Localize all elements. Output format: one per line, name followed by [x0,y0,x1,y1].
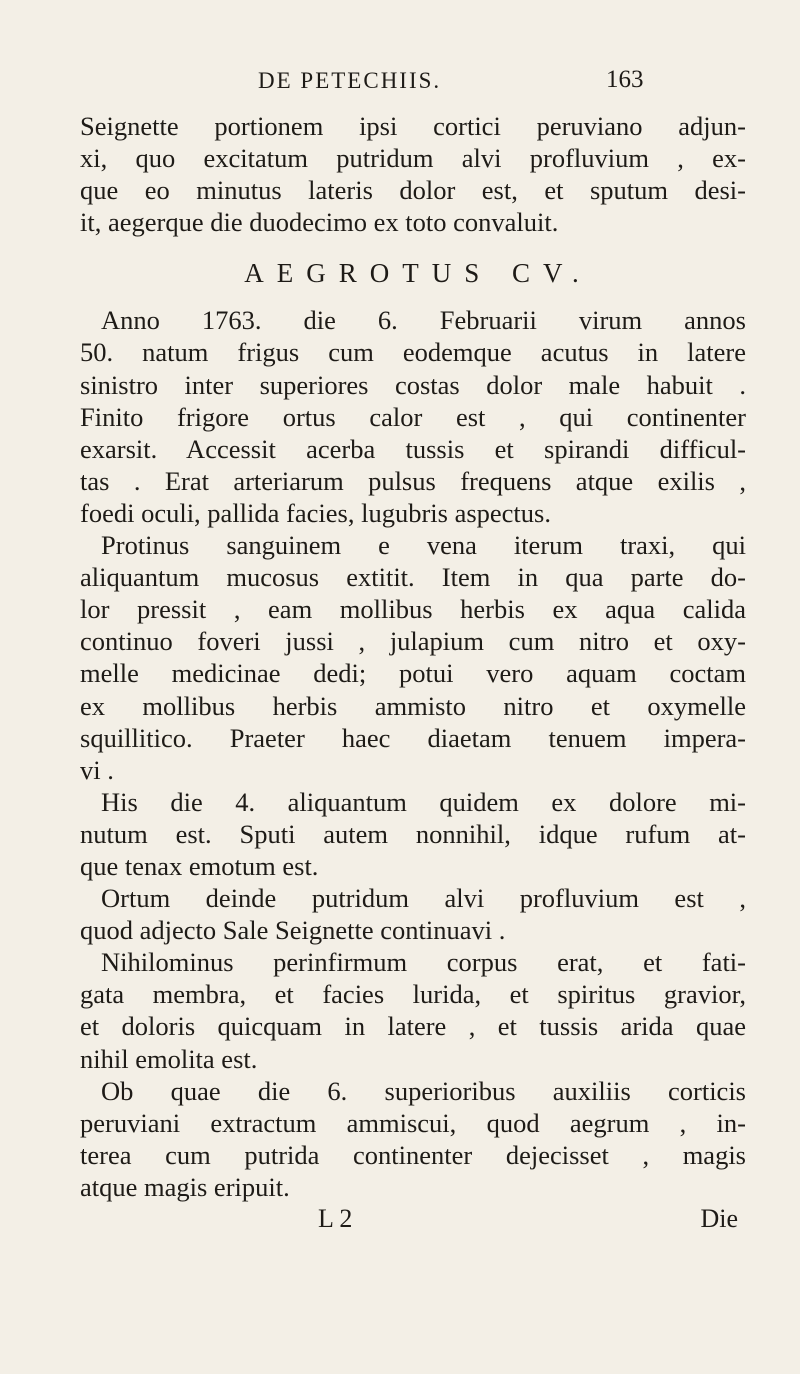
text-line: gata membra, et facies lurida, et spiritus gravior, [80,979,746,1010]
text-line: vi . [80,754,114,785]
text-line: Anno 1763. die 6. Februarii virum annos [101,305,746,336]
body-text [80,110,746,1235]
text-line: xi, quo excitatum putridum alvi profluvium , ex- [80,143,746,174]
signature-mark: L 2 [318,1204,353,1233]
text-line: tas . Erat arteriarum pulsus frequens atque exilis , [80,465,746,496]
paragraph-continuation [80,110,746,238]
text-line: Protinus sanguinem e vena iterum traxi, qui [101,530,746,561]
text-line: squillitico. Praeter haec diaetam tenuem impera- [80,722,746,753]
section-heading: AEGROTUS CV. [244,258,592,289]
text-line: Ortum deinde putridum alvi profluvium est , [101,883,746,914]
paragraph [80,786,746,882]
text-line: melle medicinae dedi; potui vero aquam coctam [80,658,746,689]
text-line: His die 4. aliquantum quidem ex dolore mi- [101,786,746,817]
text-line: et doloris quicquam in latere , et tussis arida quae [80,1011,746,1042]
text-line: lor pressit , eam mollibus herbis ex aqua calida [80,594,746,625]
text-line: quod adjecto Sale Seignette continuavi . [80,915,506,946]
text-line: terea cum putrida continenter dejecisset , magis [80,1139,746,1170]
running-head: DE PETECHIIS. [258,68,442,93]
text-line: foedi oculi, pallida facies, lugubris aspectus. [80,497,551,528]
text-line: peruviani extractum ammiscui, quod aegrum , in- [80,1107,746,1138]
text-line: aliquantum mucosus extitit. Item in qua parte do- [80,562,746,593]
text-line: Seignette portionem ipsi cortici peruviano adjun- [80,111,746,141]
text-line: it, aegerque die duodecimo ex toto convaluit. [80,207,559,238]
text-line: atque magis eripuit. [80,1171,290,1202]
paragraph [80,882,746,946]
paragraph [80,1075,746,1203]
text-line: sinistro inter superiores costas dolor male habuit . [80,369,746,400]
text-line: que tenax emotum est. [80,850,319,881]
page-number: 163 [606,66,644,93]
text-line: 50. natum frigus cum eodemque acutus in latere [80,337,746,368]
text-line: ex mollibus herbis ammisto nitro et oxymelle [80,690,746,721]
paragraph [80,529,746,786]
text-line: nihil emolita est. [80,1043,258,1074]
paragraph [80,304,746,529]
page-footer [80,1203,746,1235]
text-line: Finito frigore ortus calor est , qui continenter [80,401,746,432]
text-line: exarsit. Accessit acerba tussis et spirandi difficul- [80,433,746,464]
text-line: continuo foveri jussi , julapium cum nitro et oxy- [80,626,746,657]
text-line: Nihilominus perinfirmum corpus erat, et fati- [101,947,746,978]
catchword: Die [700,1204,738,1233]
text-line: que eo minutus lateris dolor est, et sputum desi- [80,175,746,206]
text-line: nutum est. Sputi autem nonnihil, idque rufum at- [80,818,746,849]
text-line: Ob quae die 6. superioribus auxiliis corticis [101,1075,746,1106]
paragraph [80,946,746,1074]
